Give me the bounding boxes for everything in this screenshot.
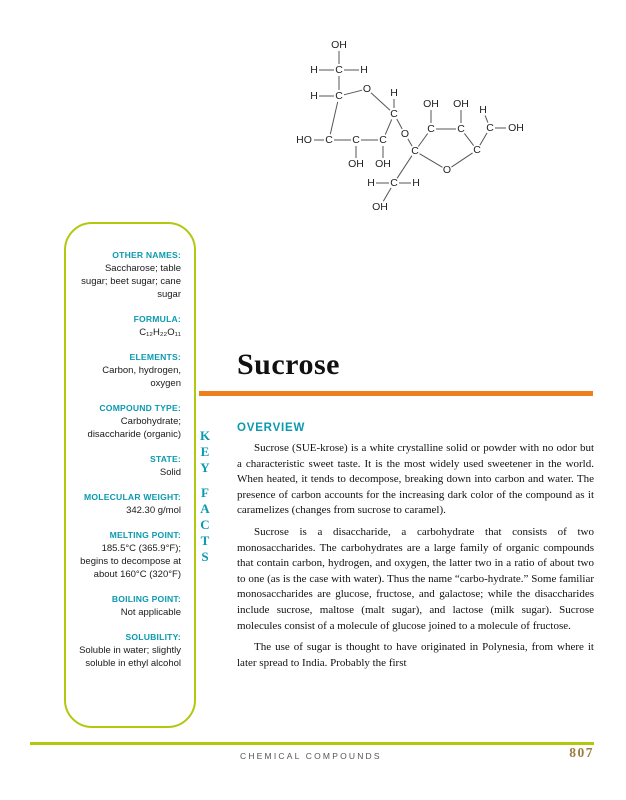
- vertical-letter: A: [200, 501, 210, 516]
- key-fact-label: MOLECULAR WEIGHT:: [84, 492, 181, 502]
- key-fact-entry: [79, 594, 181, 619]
- key-fact-entry: [79, 352, 181, 390]
- molecule-bond: [330, 102, 337, 134]
- key-fact-entry: [79, 492, 181, 517]
- vertical-letter: E: [200, 444, 210, 459]
- key-fact-label: MELTING POINT:: [109, 530, 181, 540]
- molecule-bond: [418, 134, 427, 147]
- key-fact-value: C₁₂H₂₂O₁₁: [139, 327, 181, 338]
- atom-label: C: [390, 177, 398, 189]
- molecule-bond: [480, 133, 487, 145]
- key-fact-value: Saccharose; table sugar; beet sugar; cane sugar: [81, 263, 181, 300]
- key-facts-box: [64, 222, 196, 728]
- molecule-bond: [420, 154, 443, 168]
- atom-label: C: [427, 123, 435, 135]
- key-fact-entry: [79, 530, 181, 581]
- molecule-bond: [451, 153, 472, 167]
- page-number: 807: [569, 745, 594, 760]
- key-fact-value: Carbohydrate; disaccharide (organic): [87, 416, 181, 440]
- key-fact-label: STATE:: [150, 454, 181, 464]
- key-fact-label: ELEMENTS:: [129, 352, 181, 362]
- atom-label: C: [335, 90, 343, 102]
- vertical-letter: F: [201, 485, 209, 500]
- overview-heading: OVERVIEW: [237, 422, 306, 434]
- key-fact-entry: [79, 250, 181, 301]
- molecule-bond: [397, 156, 412, 179]
- atom-label: H: [412, 177, 420, 189]
- atom-label: OH: [453, 98, 469, 110]
- key-fact-label: OTHER NAMES:: [112, 250, 181, 260]
- molecule-bond: [371, 93, 390, 111]
- key-fact-label: SOLUBILITY:: [125, 632, 181, 642]
- key-fact-label: COMPOUND TYPE:: [99, 403, 181, 413]
- atom-label: C: [325, 134, 333, 146]
- body-paragraph: Sucrose is a disaccharide, a carbohydrate that consists of two monosaccharides. The carbohydrates are a large family of organic compounds that contain carbon, hydrogen, and oxygen, the latter two in a ratio of about two to one (as is the case with water). Thus the name “carbo-hydrate.” Some familiar monosaccharides are glucose, fructose, and galactose; while the disaccharides include sucrose, maltose (malt sugar), and lactose (milk sugar). Sucrose molecules consist of a molecule of glucose joined to a molecule of fructose.: [237, 525, 594, 632]
- atom-label: OH: [331, 39, 347, 51]
- key-fact-value: Solid: [159, 467, 181, 478]
- key-facts-list: [79, 250, 181, 670]
- key-fact-entry: [79, 632, 181, 670]
- page-title: Sucrose: [237, 348, 340, 381]
- atom-label: C: [486, 122, 494, 134]
- molecule-svg: [272, 30, 532, 225]
- key-fact-value: 185.5°C (365.9°F); begins to decompose at about 160°C (320°F): [80, 543, 181, 580]
- key-facts-vertical-label: [197, 428, 213, 565]
- atom-label: OH: [375, 158, 391, 170]
- vertical-letter: S: [201, 549, 209, 564]
- key-fact-value: Soluble in water; slightly soluble in ethyl alcohol: [79, 645, 181, 669]
- vertical-letter: C: [200, 517, 210, 532]
- body-paragraph: Sucrose (SUE-krose) is a white crystalline solid or powder with no odor but a characteristic sweet taste. It is the most widely used sweetener in the world. When heated, it tends to decompose, breaking down into carbon and water. The presence of carbon accounts for the increasing dark color of the compound as it caramelizes (changes from sucrose to caramel).: [237, 442, 594, 517]
- molecule-bond: [385, 119, 391, 134]
- vertical-letter: Y: [200, 460, 210, 475]
- atom-label: C: [335, 64, 343, 76]
- atom-label: C: [411, 145, 419, 157]
- body-paragraph: The use of sugar is thought to have originated in Polynesia, from where it later spread to India. Probably the first: [237, 641, 594, 669]
- atom-label: C: [390, 108, 398, 120]
- atom-label: O: [442, 164, 452, 176]
- vertical-letter: K: [199, 428, 211, 443]
- atom-label: OH: [423, 98, 439, 110]
- key-fact-value: Carbon, hydrogen, oxygen: [102, 365, 181, 389]
- molecule-bond: [383, 188, 391, 201]
- article-body: [237, 441, 594, 677]
- key-fact-label: BOILING POINT:: [111, 594, 181, 604]
- key-fact-entry: [79, 454, 181, 479]
- atom-label: H: [390, 87, 398, 99]
- footer-book-title: CHEMICAL COMPOUNDS: [240, 751, 382, 761]
- atom-label: C: [352, 134, 360, 146]
- atom-label: H: [367, 177, 375, 189]
- key-fact-entry: [79, 314, 181, 339]
- atom-label: H: [310, 64, 318, 76]
- atom-label: HO: [296, 134, 312, 146]
- key-fact-value: 342.30 g/mol: [126, 505, 181, 516]
- key-fact-value: Not applicable: [120, 607, 181, 618]
- key-fact-label: FORMULA:: [133, 314, 181, 324]
- atom-label: H: [360, 64, 368, 76]
- atom-label: C: [473, 144, 481, 156]
- atom-label: OH: [348, 158, 364, 170]
- atom-label: OH: [372, 201, 388, 213]
- atom-label: H: [310, 90, 318, 102]
- vertical-letter: T: [200, 533, 210, 548]
- molecule-bond: [344, 90, 362, 95]
- atom-label: O: [362, 83, 372, 95]
- atom-label: C: [457, 123, 465, 135]
- title-rule: [199, 391, 593, 396]
- footer-rule: [30, 742, 594, 745]
- atom-label: H: [479, 104, 487, 116]
- atom-label: O: [400, 128, 410, 140]
- key-fact-entry: [79, 403, 181, 441]
- atom-label: C: [379, 134, 387, 146]
- atom-label: OH: [508, 122, 524, 134]
